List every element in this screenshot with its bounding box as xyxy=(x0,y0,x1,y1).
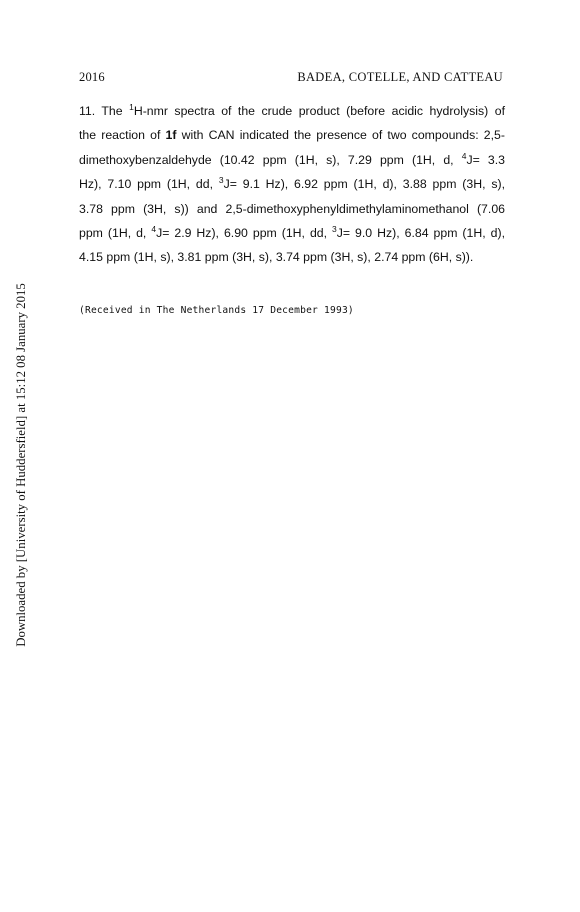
footnote-line: 4.15 ppm (1H, s), 3.81 ppm (3H, s), 3.74 ppm (3H, s), 2.74 ppm (6H, s)). xyxy=(79,250,474,265)
footnote-line: Hz), 7.10 ppm (1H, dd, $^3$J= 9.1 Hz), 6.92 ppm (1H, d), 3.88 ppm (3H, s), xyxy=(79,175,505,192)
page-number: 2016 xyxy=(79,70,105,84)
footnote-11 xyxy=(79,99,505,270)
footnote-line: 3.78 ppm (3H, s)) and 2,5-dimethoxyphenyldimethylaminomethanol (7.06 xyxy=(79,201,505,216)
running-head: BADEA, COTELLE, AND CATTEAU xyxy=(297,70,503,84)
received-date: (Received in The Netherlands 17 December 1993) xyxy=(79,305,354,316)
compound-ref: 1f xyxy=(165,128,177,143)
footnote-line: the reaction of 1f with CAN indicated the presence of two compounds: 2,5- xyxy=(79,128,505,143)
footnote-line: ppm (1H, d, $^4$J= 2.9 Hz), 6.90 ppm (1H, dd, $^3$J= 9.0 Hz), 6.84 ppm (1H, d), xyxy=(79,224,505,241)
footnote-line: dimethoxybenzaldehyde (10.42 ppm (1H, s), 7.29 ppm (1H, d, $^4$J= 3.3 xyxy=(79,150,505,167)
download-watermark: Downloaded by [University of Huddersfield] at 15:12 08 January 2015 xyxy=(14,283,28,647)
footnote-line: 11. The $^1$H-nmr spectra of the crude product (before acidic hydrolysis) of xyxy=(79,102,505,118)
